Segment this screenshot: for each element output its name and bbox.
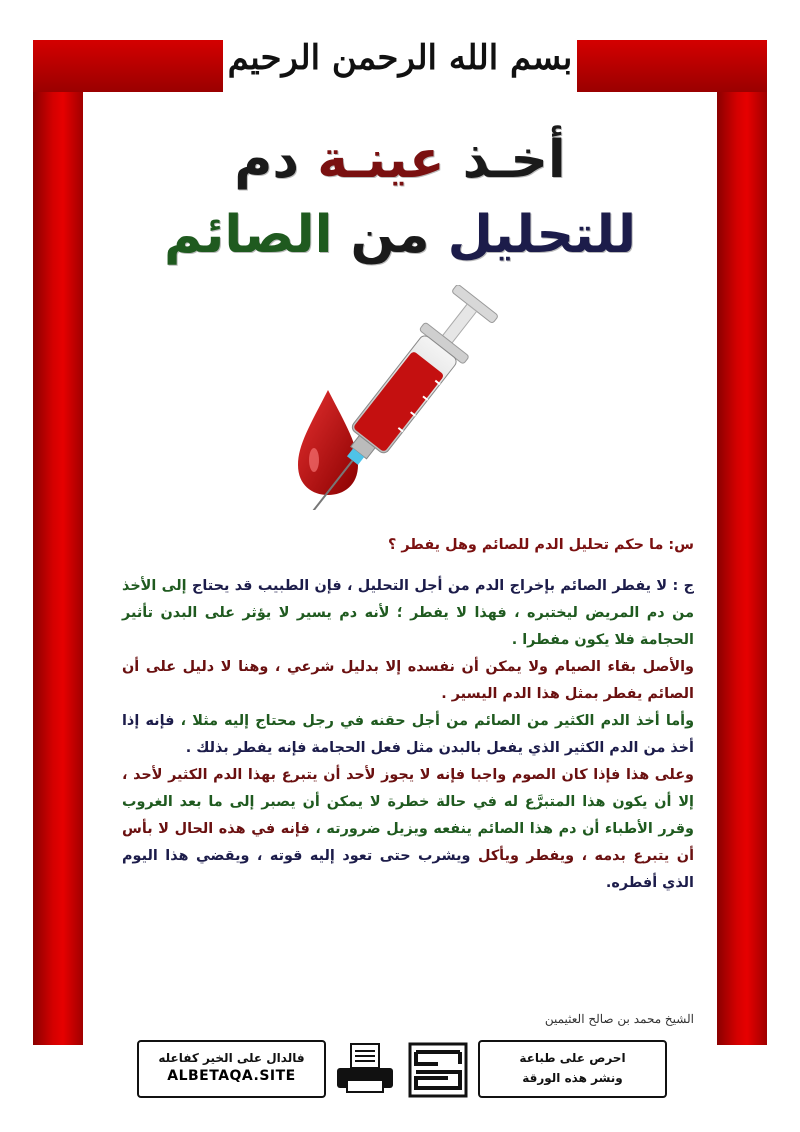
footer-line: ونشر هذه الورقة [522, 1071, 623, 1085]
title-line-1 [0, 130, 800, 190]
answer-paragraph [122, 708, 694, 762]
title-word: عينـة [317, 130, 445, 190]
basmala-calligraphy: بسم الله الرحمن الرحيم [227, 38, 573, 78]
title-line-2 [0, 205, 800, 265]
answer-segment: وعلى هذا فإذا كان الصوم واجبا فإنه لا يجوز لأحد أن يتبرع بهذا الدم الكثير لأحد ، [122, 767, 694, 783]
title-word: للتحليل [447, 205, 636, 265]
answer-segment: ويشرب حتى تعود إليه قوته ، ويقضي هذا اليوم الذي أفطره. [122, 848, 694, 891]
logo-icon [408, 1042, 468, 1098]
answer-segment: ج : لا يفطر الصائم بإخراج الدم من أجل التحليل ، فإن الطبيب قد يحتاج [191, 578, 694, 594]
answer-segment: فإنه في هذه الحال لا بأس أن يتبرع بدمه ، ويفطر ويأكل [122, 821, 695, 864]
answer-segment: إلى الأخذ من دم المريض ليختبره ، فهذا لا يفطر ؛ لأنه دم يسير لا يؤثر على البدن تأثير الحجامة فلا يكون مفطرا . [122, 578, 694, 648]
answer-segment: فإنه إذا أخذ من الدم الكثير الذي يفعل بالبدن مثل فعل الحجامة فإنه يفطر بذلك . [122, 713, 694, 756]
footer-line: فالدال على الخير كفاعله [158, 1051, 305, 1065]
sheikh-attribution: الشيخ محمد بن صالح العثيمين [544, 1012, 694, 1026]
title-word: من [350, 205, 430, 265]
answer-paragraph [122, 654, 694, 708]
fatwa-text [122, 532, 694, 897]
printer-icon [333, 1042, 397, 1094]
footer-print-prompt [478, 1040, 667, 1098]
answer-segment: والأصل بقاء الصيام ولا يمكن أن نفسده إلا بدليل شرعي ، وهنا لا دليل على أن الصائم يفطر بمثل هذا الدم اليسير . [122, 659, 694, 702]
dawa-waraqa-logo [408, 1042, 468, 1098]
question-text: س: ما حكم تحليل الدم للصائم وهل يفطر ؟ [388, 537, 694, 553]
title-word: أخـذ [462, 130, 566, 190]
frame-right-bar [717, 40, 767, 1045]
frame-left-bar [33, 40, 83, 1045]
footer-site-box [137, 1040, 326, 1098]
footer-line: احرص على طباعة [519, 1051, 626, 1065]
answer-segment: وأما أخذ الدم الكثير من الصائم من أجل حقنه في رجل محتاج إليه مثلا ، [180, 713, 695, 729]
title-word: الصائم [164, 205, 333, 265]
site-link[interactable]: ALBETAQA.SITE [167, 1068, 296, 1084]
answer-segment: إلا أن يكون هذا المتبرَّع له في حالة خطرة لا يمكن أن يصبر إلى ما بعد الغروب وقرر الأطباء أن دم هذا الصائم ينفعه ويزيل ضرورته ، [122, 794, 694, 837]
blood-drop-icon [298, 390, 358, 495]
title-word: دم [234, 130, 300, 190]
answer-paragraph [122, 762, 694, 897]
syringe-and-blood-drop-illustration [280, 285, 530, 510]
footer-bar [133, 1040, 667, 1104]
answer-paragraph [122, 573, 694, 654]
